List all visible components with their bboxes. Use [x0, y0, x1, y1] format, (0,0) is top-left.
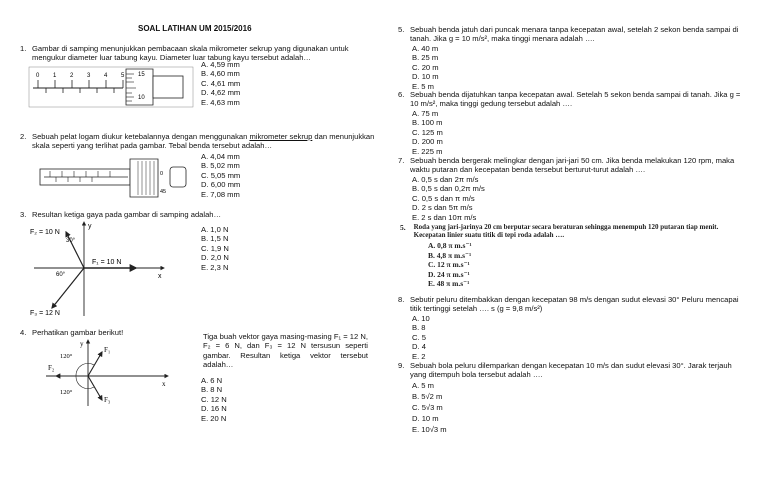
option-d[interactable]: D. 4 [412, 342, 426, 352]
q1-options [201, 60, 240, 107]
question-stem: Sebuah benda dijatuhkan tanpa kecepatan awal. Setelah 5 sekon benda sampai di tanah. Jika g = 10 m/s², maka tinggi gedung tersebut adalah …. [410, 90, 741, 109]
question-1 [20, 44, 375, 63]
option-c[interactable]: C. 125 m [412, 127, 443, 137]
question-number: 1. [20, 44, 27, 53]
thimble-label: 0 [160, 171, 164, 177]
option-b[interactable]: B. 8 [412, 323, 426, 333]
option-c[interactable]: C. 5√3 m [412, 402, 443, 412]
question-stem: Gambar di samping menunjukkan pembacaan skala mikrometer sekrup yang digunakan untuk mengukur diameter luar tabung kayu. Diameter luar tabung kayu tersebut adalah… [32, 44, 349, 63]
option-d[interactable]: D. 2,0 N [201, 253, 229, 263]
question-2 [20, 132, 375, 151]
question-6 [398, 90, 748, 156]
force-f2-label: F₂ = 10 N [30, 229, 60, 236]
force-f1-label: F₁ = 10 N [92, 259, 122, 266]
option-c[interactable]: C. 5,05 mm [201, 170, 241, 180]
question-stem: Sebutir peluru ditembakkan dengan kecepatan 98 m/s dengan sudut elevasi 30° Peluru mencapai titik tertinggi setelah …. s (g = 9,8 m/s²) [410, 295, 739, 314]
option-c[interactable]: C. 0,5 s dan π m/s [412, 193, 475, 203]
option-e[interactable]: E. 10√3 m [412, 424, 447, 434]
option-e[interactable]: E. 2 [412, 351, 426, 361]
force-diagram-3 [28, 220, 168, 318]
option-e[interactable]: E. 7,08 mm [201, 189, 240, 199]
force-diagram-4 [42, 338, 172, 408]
option-b[interactable]: B. 25 m [412, 53, 439, 63]
option-a[interactable]: A. 40 m [412, 43, 439, 53]
scale-label: 5 [121, 73, 125, 79]
micrometer-figure-1 [28, 66, 194, 108]
force-f2-label: F₂ [48, 364, 55, 372]
option-c[interactable]: C. 20 m [412, 62, 439, 72]
question-number: 7. [398, 156, 405, 165]
option-c[interactable]: C. 1,9 N [201, 243, 229, 253]
scale-label: 0 [36, 73, 40, 79]
option-a[interactable]: A. 6 N [201, 376, 223, 385]
axis-x-label: x [158, 273, 162, 280]
force-f3-label: F₃ = 12 N [30, 310, 60, 317]
option-d[interactable]: D. 4,62 mm [201, 88, 241, 98]
scan-options [428, 241, 738, 289]
option-b[interactable]: B. 4,8 π m.s⁻¹ [428, 250, 472, 260]
option-e[interactable]: E. 20 N [201, 413, 227, 423]
option-a[interactable]: A. 0,5 s dan 2π m/s [412, 174, 479, 184]
option-c[interactable]: C. 12 N [201, 394, 227, 404]
axis-x-label: x [162, 380, 166, 388]
option-d[interactable]: D. 6,00 mm [201, 180, 241, 190]
question-4 [20, 328, 200, 337]
thimble-label: 15 [138, 72, 145, 78]
option-e[interactable]: E. 2,3 N [201, 262, 229, 272]
option-e[interactable]: E. 48 π m.s⁻¹ [428, 279, 470, 289]
question-stem: Sebuah benda jatuh dari puncak menara tanpa kecepatan awal, setelah 2 sekon benda sampai di tanah. Jika g = 10 m/s², maka tinggi menara adalah …. [410, 25, 739, 44]
axis-y-label: y [80, 340, 84, 348]
force-f3-label: F₃ [104, 396, 111, 404]
question-number: 6. [398, 90, 405, 99]
q3-options [201, 225, 229, 272]
thimble-label: 45 [160, 189, 167, 195]
scanned-question [400, 223, 738, 289]
question-number: 4. [20, 328, 27, 337]
option-a[interactable]: A. 75 m [412, 108, 439, 118]
axis-y-label: y [88, 223, 92, 230]
option-b[interactable]: B. 4,60 mm [201, 69, 240, 79]
q9-options [412, 380, 748, 435]
question-8 [398, 295, 748, 361]
question-stem: Sebuah bola peluru dilemparkan dengan kecepatan 10 m/s dan sudut elevasi 30°. Jarak terjauh yang ditempuh bola tersebut adalah …. [410, 361, 732, 380]
option-d[interactable]: D. 10 m [412, 72, 439, 82]
option-d[interactable]: D. 24 π m.s⁻¹ [428, 269, 470, 279]
option-d[interactable]: D. 16 N [201, 404, 227, 414]
option-a[interactable]: A. 0,8 π m.s⁻¹ [428, 241, 472, 251]
option-a[interactable]: A. 4,04 mm [201, 152, 240, 161]
option-a[interactable]: A. 5 m [412, 380, 434, 390]
q2-options [201, 152, 240, 199]
micrometer-figure-2 [38, 153, 190, 201]
option-d[interactable]: D. 200 m [412, 137, 443, 147]
force-f1-label: F₁ [104, 346, 111, 354]
page-title: SOAL LATIHAN UM 2015/2016 [138, 24, 252, 33]
question-stem: Roda yang jari-jarinya 20 cm berputar secara beraturan sehingga menempuh 120 putaran tiap menit. Kecepatan linier suatu titik di tepi roda adalah …. [413, 223, 719, 240]
option-a[interactable]: A. 1,0 N [201, 225, 229, 234]
question-stem: Sebuah benda bergerak melingkar dengan jari-jari 50 cm. Jika benda melakukan 120 rpm, maka waktu putaran dan kecepatan benda tersebut berturut-turut adalah …. [410, 156, 735, 175]
option-d[interactable]: D. 10 m [412, 413, 439, 423]
option-c[interactable]: C. 12 π m.s⁻¹ [428, 260, 470, 270]
question-number: 2. [20, 132, 27, 141]
question-5 [398, 25, 748, 91]
angle-label: 30° [66, 238, 76, 244]
scale-label: 2 [70, 73, 74, 79]
question-stem: Sebuah pelat logam diukur ketebalannya dengan menggunakan mikrometer sekrup dan menunjukkan skala seperti yang terlihat pada gambar. Tebal benda tersebut adalah… [32, 132, 375, 151]
option-a[interactable]: A. 10 [412, 313, 430, 323]
q6-options [412, 109, 748, 156]
underlined-term: mikrometer sekrup [249, 132, 313, 141]
option-b[interactable]: B. 1,5 N [201, 234, 229, 244]
option-c[interactable]: C. 5 [412, 332, 426, 342]
angle-label: 60° [56, 272, 66, 278]
question-stem: Perhatikan gambar berikut! [32, 328, 124, 337]
question-3 [20, 210, 375, 219]
option-e[interactable]: E. 4,63 mm [201, 97, 240, 107]
option-b[interactable]: B. 100 m [412, 118, 443, 128]
option-b[interactable]: B. 5√2 m [412, 391, 443, 401]
option-e[interactable]: E. 2 s dan 10π m/s [412, 212, 477, 222]
option-b[interactable]: B. 8 N [201, 385, 223, 395]
question-stem: Resultan ketiga gaya pada gambar di samping adalah… [32, 210, 222, 219]
thimble-label: 10 [138, 95, 145, 101]
q4-description: Tiga buah vektor gaya masing-masing F₁ = 12 N, F₂ = 6 N, dan F₃ = 12 N tersusun seperti gambar. Resultan ketiga vektor tersebut adalah… [203, 332, 368, 370]
scale-label: 4 [104, 73, 108, 79]
question-number: 9. [398, 361, 405, 370]
option-e[interactable]: E. 5 m [412, 81, 434, 91]
scale-label: 3 [87, 73, 91, 79]
q8-options [412, 314, 748, 361]
option-a[interactable]: A. 4,59 mm [201, 60, 240, 69]
option-d[interactable]: D. 2 s dan 5π m/s [412, 203, 473, 213]
angle-label: 120° [60, 353, 73, 360]
option-b[interactable]: B. 5,02 mm [201, 161, 240, 171]
q5-options [412, 44, 748, 91]
q4-options [201, 376, 227, 423]
option-c[interactable]: C. 4,61 mm [201, 78, 241, 88]
question-number: 3. [20, 210, 27, 219]
question-7 [398, 156, 748, 222]
question-number: 5. [398, 25, 405, 34]
question-number: 8. [398, 295, 405, 304]
angle-label: 120° [60, 389, 73, 396]
option-e[interactable]: E. 225 m [412, 146, 443, 156]
option-b[interactable]: B. 0,5 s dan 0,2π m/s [412, 184, 485, 194]
question-number: 5. [400, 223, 406, 232]
q7-options [412, 175, 748, 222]
scale-label: 1 [53, 73, 57, 79]
question-9 [398, 361, 748, 435]
